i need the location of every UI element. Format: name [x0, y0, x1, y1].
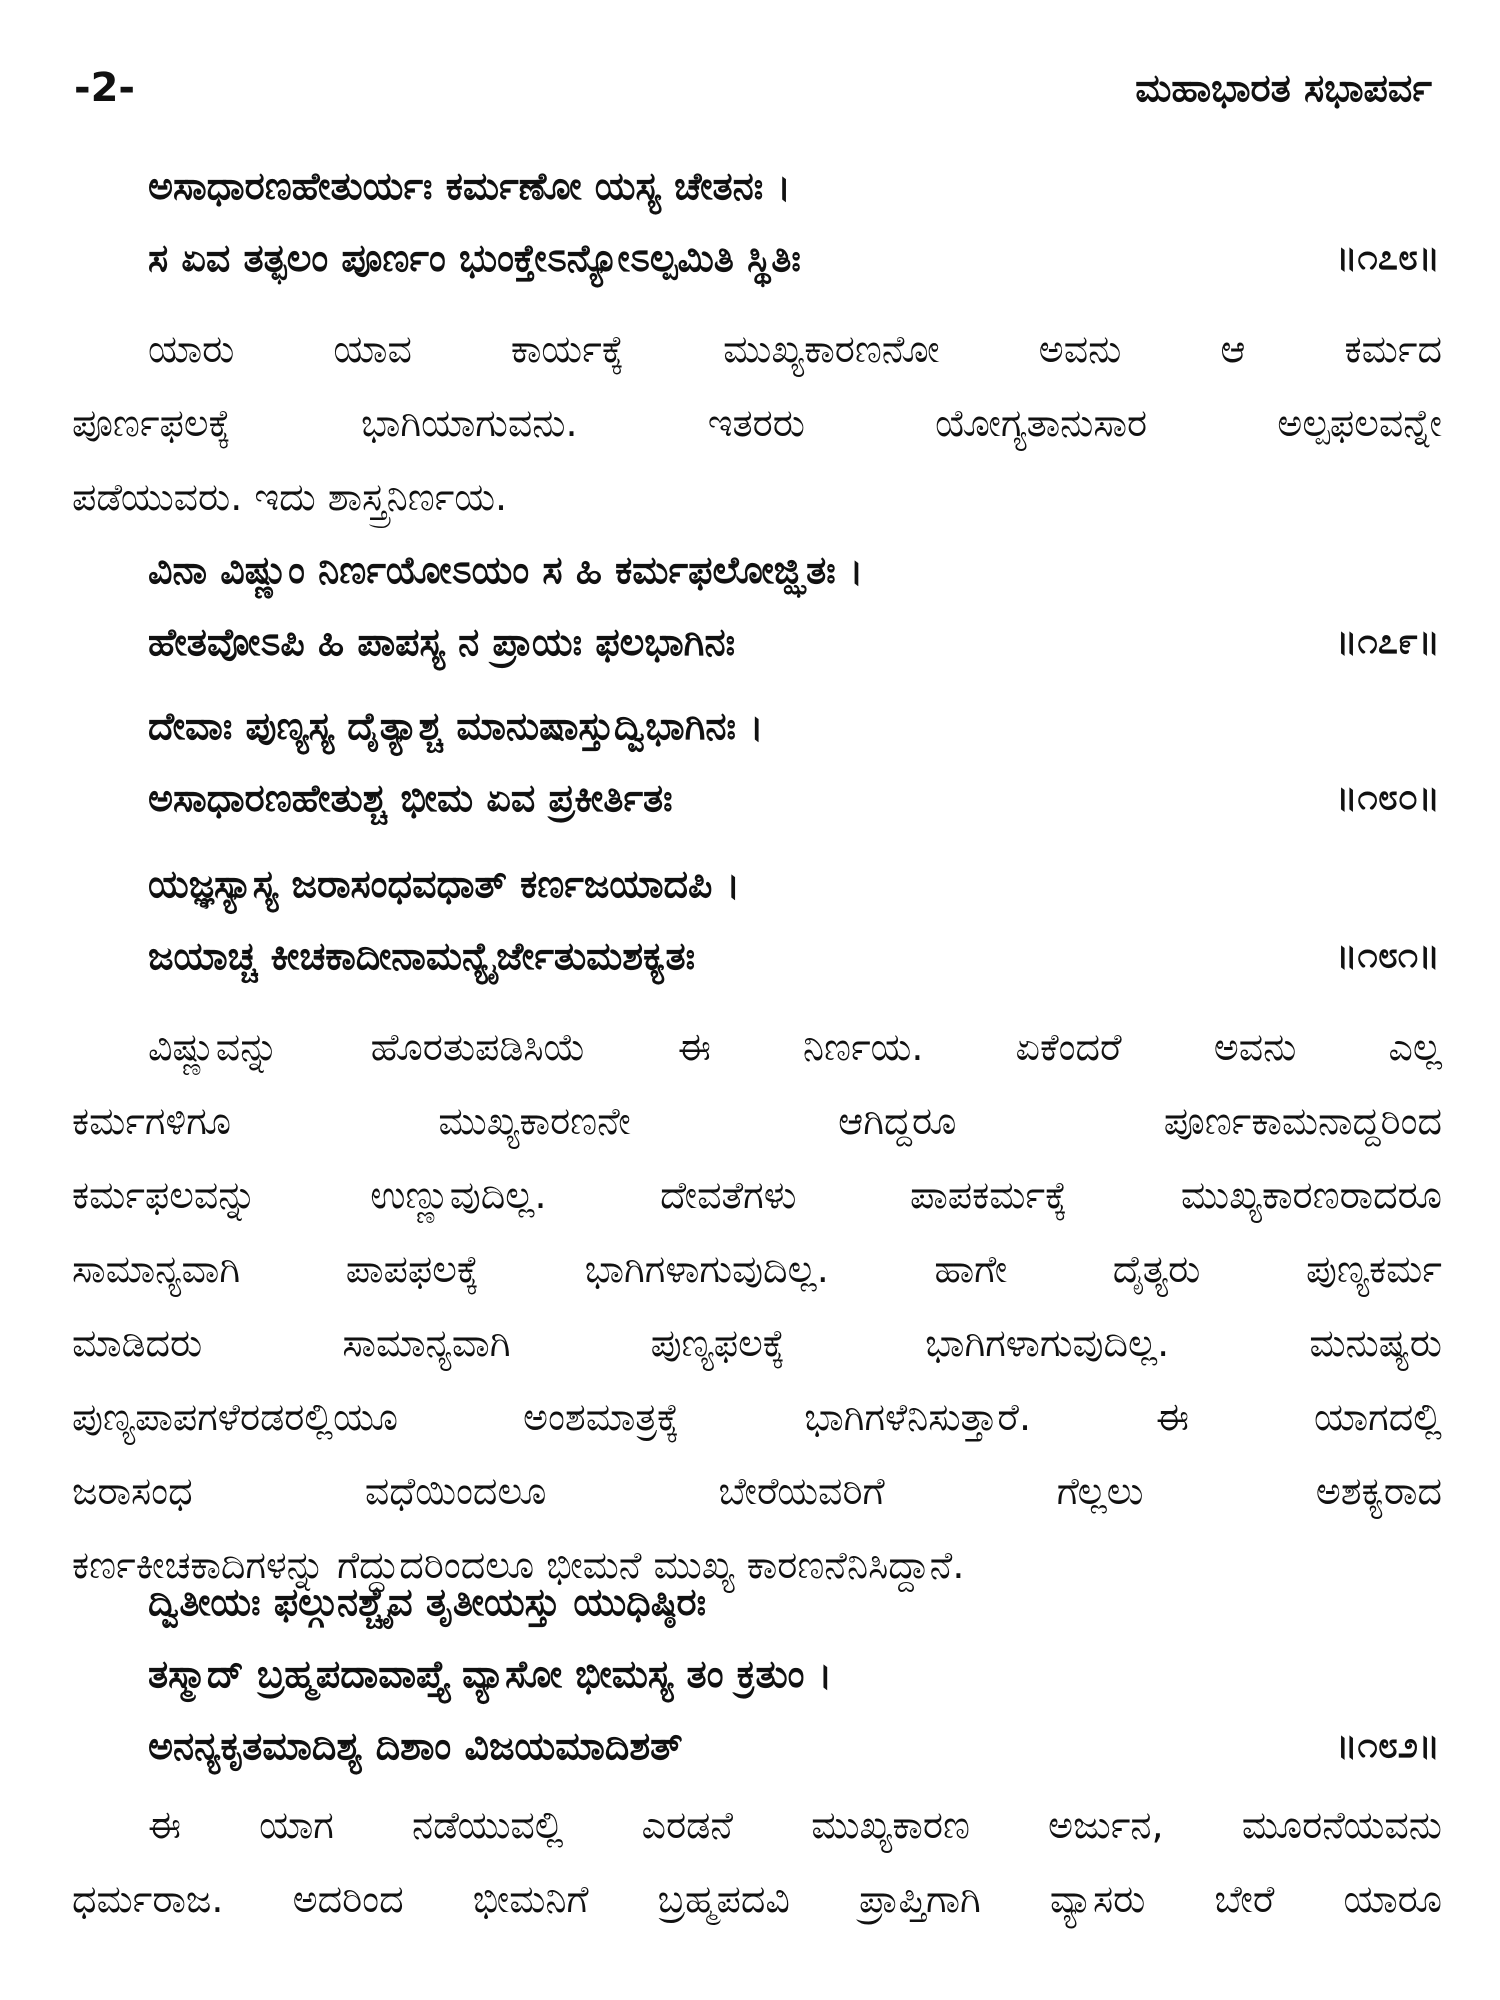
verse-block-178 [148, 150, 1440, 294]
verse-number: ॥೧೮೨॥ [1335, 1725, 1440, 1766]
verse-block-181 [148, 848, 1440, 992]
verse-block-180 [148, 690, 1440, 834]
verse-line [148, 762, 1440, 834]
verse-line [148, 606, 1440, 678]
verse-line-text: ಅಸಾಧಾರಣಹೇತುಶ್ಚ ಭೀಮ ಏವ ಪ್ರಕೀರ್ತಿತಃ [148, 776, 673, 820]
verse-number: ॥೧೮೧॥ [1335, 935, 1440, 976]
prose-line: ಧರ್ಮರಾಜ. ಅದರಿಂದ ಭೀಮನಿಗೆ ಬ್ರಹ್ಮಪದವಿ ಪ್ರಾಪ್ತಿಗಾಗಿ ವ್ಯಾಸರು ಬೇರೆ ಯಾರೂ [72, 1877, 1442, 1921]
prose-line: ಪಡೆಯುವರು. ಇದು ಶಾಸ್ತ್ರನಿರ್ಣಯ. [72, 475, 508, 519]
verse-line: ಅಸಾಧಾರಣಹೇತುರ್ಯಃ ಕರ್ಮಣೋ ಯಸ್ಯ ಚೇತನಃ । [148, 164, 791, 208]
verse-block-182 [148, 1566, 1440, 1782]
prose-line: ಕರ್ಣಕೀಚಕಾದಿಗಳನ್ನು ಗೆದ್ದುದರಿಂದಲೂ ಭೀಮನೆ ಮುಖ್ಯ ಕಾರಣನೆನಿಸಿದ್ದಾನೆ. [72, 1543, 965, 1587]
prose-line: ಸಾಮಾನ್ಯವಾಗಿ ಪಾಪಫಲಕ್ಕೆ ಭಾಗಿಗಳಾಗುವುದಿಲ್ಲ. ಹಾಗೇ ದೈತ್ಯರು ಪುಣ್ಯಕರ್ಮ [72, 1247, 1442, 1291]
prose-paragraph-3 [72, 1788, 1442, 1936]
verse-number: ॥೧೭೮॥ [1335, 237, 1440, 278]
verse-number: ॥೧೮೦॥ [1335, 777, 1440, 818]
verse-number: ॥೧೭೯॥ [1335, 621, 1440, 662]
prose-paragraph-2 [72, 1010, 1442, 1602]
running-title: ಮಹಾಭಾರತ ಸಭಾಪರ್ವ [1135, 66, 1432, 110]
prose-line: ಜರಾಸಂಧ ವಧೆಯಿಂದಲೂ ಬೇರೆಯವರಿಗೆ ಗೆಲ್ಲಲು ಅಶಕ್ಯರಾದ [72, 1469, 1442, 1513]
verse-line-text: ಸ ಏವ ತತ್ಫಲಂ ಪೂರ್ಣಂ ಭುಂಕ್ತೇಽನ್ಯೋಽಲ್ಪಮಿತಿ ಸ್ಥಿತಿಃ [148, 236, 801, 280]
verse-line [148, 920, 1440, 992]
prose-line: ಯಾರು ಯಾವ ಕಾರ್ಯಕ್ಕೆ ಮುಖ್ಯಕಾರಣನೋ ಅವನು ಆ ಕರ್ಮದ [148, 327, 1442, 371]
verse-line: ತಸ್ಮಾದ್ ಬ್ರಹ್ಮಪದಾವಾಪ್ತ್ಯೆ ವ್ಯಾಸೋ ಭೀಮಸ್ಯ ತಂ ಕ್ರತುಂ । [148, 1652, 833, 1696]
verse-block-179 [148, 534, 1440, 678]
verse-line-text: ಜಯಾಚ್ಚ ಕೀಚಕಾದೀನಾಮನ್ಯೈರ್ಜೇತುಮಶಕ್ಯತಃ [148, 934, 696, 978]
verse-line-text: ಅನನ್ಯಕೃತಮಾದಿಶ್ಯ ದಿಶಾಂ ವಿಜಯಮಾದಿಶತ್ [148, 1724, 683, 1768]
verse-line: ವಿನಾ ವಿಷ್ಣುಂ ನಿರ್ಣಯೋಽಯಂ ಸ ಹಿ ಕರ್ಮಫಲೋಜ್ಝಿತಃ । [148, 548, 864, 592]
verse-line-text: ಹೇತವೋಽಪಿ ಹಿ ಪಾಪಸ್ಯ ನ ಪ್ರಾಯಃ ಫಲಭಾಗಿನಃ [148, 620, 736, 664]
prose-line: ಪುಣ್ಯಪಾಪಗಳೆರಡರಲ್ಲಿಯೂ ಅಂಶಮಾತ್ರಕ್ಕೆ ಭಾಗಿಗಳೆನಿಸುತ್ತಾರೆ. ಈ ಯಾಗದಲ್ಲಿ [72, 1395, 1442, 1439]
verse-line: ದ್ವಿತೀಯಃ ಫಲ್ಗುನಶ್ಚೈವ ತೃತೀಯಸ್ತು ಯುಧಿಷ್ಠಿರಃ [148, 1580, 707, 1624]
page-header [74, 58, 1432, 118]
prose-line: ಕರ್ಮಗಳಿಗೂ ಮುಖ್ಯಕಾರಣನೇ ಆಗಿದ್ದರೂ ಪೂರ್ಣಕಾಮನಾದ್ದರಿಂದ [72, 1099, 1442, 1143]
prose-line: ಈ ಯಾಗ ನಡೆಯುವಲ್ಲಿ ಎರಡನೆ ಮುಖ್ಯಕಾರಣ ಅರ್ಜುನ, ಮೂರನೆಯವನು [148, 1803, 1442, 1847]
prose-line: ಕರ್ಮಫಲವನ್ನು ಉಣ್ಣುವುದಿಲ್ಲ. ದೇವತೆಗಳು ಪಾಪಕರ್ಮಕ್ಕೆ ಮುಖ್ಯಕಾರಣರಾದರೂ [72, 1173, 1442, 1217]
verse-line: ದೇವಾಃ ಪುಣ್ಯಸ್ಯ ದೈತ್ಯಾಶ್ಚ ಮಾನುಷಾಸ್ತುದ್ವಿಭಾಗಿನಃ । [148, 704, 764, 748]
page-number: -2- [74, 65, 136, 111]
verse-line [148, 1710, 1440, 1782]
prose-line: ವಿಷ್ಣುವನ್ನು ಹೊರತುಪಡಿಸಿಯೆ ಈ ನಿರ್ಣಯ. ಏಕೆಂದರೆ ಅವನು ಎಲ್ಲ [148, 1025, 1442, 1069]
verse-line: ಯಜ್ಞಸ್ಯಾಸ್ಯ ಜರಾಸಂಧವಧಾತ್ ಕರ್ಣಜಯಾದಪಿ । [148, 862, 741, 906]
prose-paragraph-1 [72, 312, 1442, 534]
verse-line [148, 222, 1440, 294]
prose-line: ಮಾಡಿದರು ಸಾಮಾನ್ಯವಾಗಿ ಪುಣ್ಯಫಲಕ್ಕೆ ಭಾಗಿಗಳಾಗುವುದಿಲ್ಲ. ಮನುಷ್ಯರು [72, 1321, 1442, 1365]
prose-line: ಪೂರ್ಣಫಲಕ್ಕೆ ಭಾಗಿಯಾಗುವನು. ಇತರರು ಯೋಗ್ಯತಾನುಸಾರ ಅಲ್ಪಫಲವನ್ನೇ [72, 401, 1442, 445]
